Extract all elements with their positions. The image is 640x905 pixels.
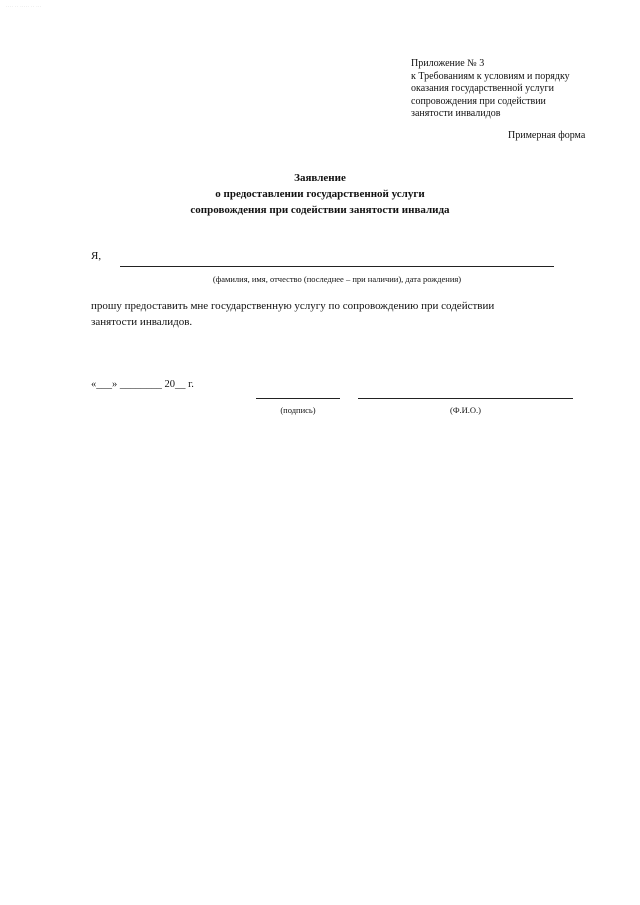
request-text — [91, 298, 591, 330]
applicant-prefix: Я, — [91, 250, 102, 262]
applicant-name-field[interactable] — [120, 266, 554, 267]
title-line: о предоставлении государственной услуги — [215, 188, 425, 200]
title-line: Заявление — [294, 172, 346, 184]
date-field[interactable]: «___» ________ 20__ г. — [91, 379, 194, 390]
form-type-label: Примерная форма — [508, 130, 586, 141]
title-line: сопровождения при содействии занятости инвалида — [190, 204, 450, 216]
applicant-name-caption: (фамилия, имя, отчество (последнее – при наличии), дата рождения) — [212, 274, 462, 284]
fio-field[interactable] — [358, 398, 573, 399]
appendix-line: Приложение № 3 — [411, 58, 485, 69]
request-line: прошу предоставить мне государственную услугу по сопровождению при содействии — [91, 300, 495, 312]
signature-field[interactable] — [256, 398, 340, 399]
signature-caption: (подпись) — [280, 405, 316, 415]
appendix-line: занятости инвалидов — [411, 108, 501, 119]
appendix-reference — [411, 58, 601, 121]
fio-caption: (Ф.И.О.) — [449, 405, 482, 415]
appendix-line: к Требованиям к условиям и порядку — [411, 70, 570, 82]
request-line: занятости инвалидов. — [91, 316, 193, 328]
appendix-line: сопровождения при содействии — [411, 95, 546, 107]
appendix-line: оказания государственной услуги — [411, 83, 554, 94]
document-title — [150, 170, 490, 218]
header-mark: ···· ·· ····· ·· ··· — [6, 4, 42, 9]
